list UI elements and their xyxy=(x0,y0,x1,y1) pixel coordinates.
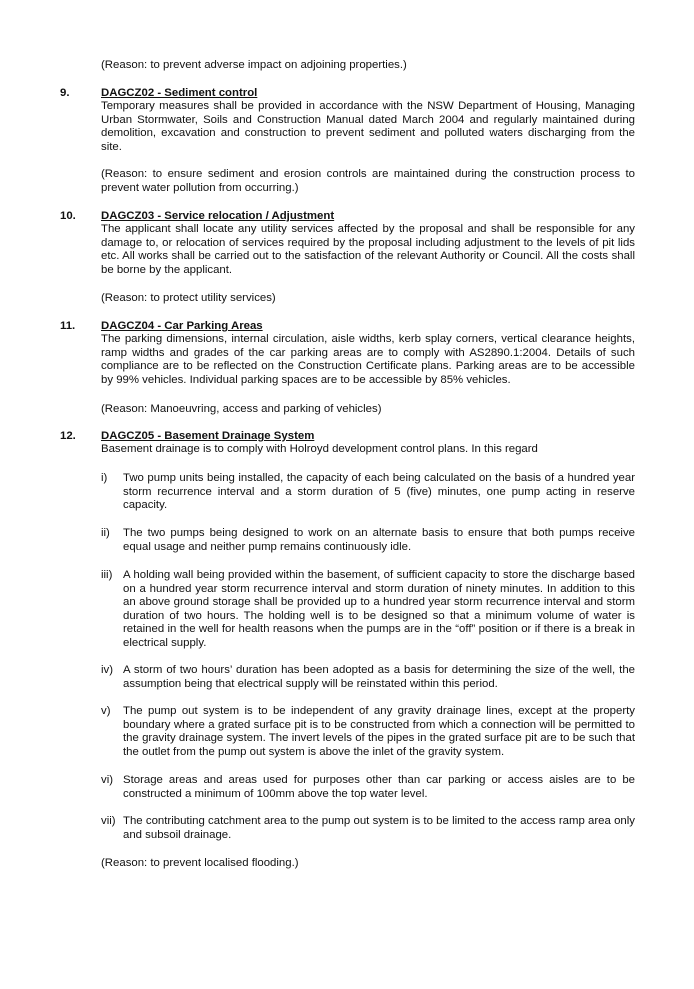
section-11-number: 11. xyxy=(60,320,76,332)
list-item-marker: v) xyxy=(101,705,111,717)
section-10-reason: (Reason: to protect utility services) xyxy=(101,292,276,304)
list-item-text: A storm of two hours’ duration has been adopted as a basis for determining the size of the well, the assumption being that electrical supply will be reinstated within this period. xyxy=(123,664,635,690)
list-item-marker: ii) xyxy=(101,527,110,539)
section-12-heading: DAGCZ05 - Basement Drainage System xyxy=(101,430,315,442)
section-10-body: The applicant shall locate any utility services affected by the proposal and shall be responsible for any damage to, or relocation of services required by the proposal including adjustment to the levels of pit lids etc. All works shall be carried out to the satisfaction of the relevant Authority or Council. All the costs shall be borne by the applicant. xyxy=(101,223,635,276)
list-item-marker: vi) xyxy=(101,774,114,786)
list-item-text: The contributing catchment area to the pump out system is to be limited to the access ramp area only and subsoil drainage. xyxy=(123,815,635,841)
section-10-heading: DAGCZ03 - Service relocation / Adjustment xyxy=(101,210,335,222)
section-9-heading: DAGCZ02 - Sediment control xyxy=(101,87,258,99)
list-item-text: Two pump units being installed, the capacity of each being calculated on the basis of a hundred year storm recurrence interval and a storm duration of 5 (five) minutes, one pump acting in reserve capacity. xyxy=(123,472,635,512)
section-10-number: 10. xyxy=(60,210,76,222)
list-item-marker: iii) xyxy=(101,569,113,581)
section-12-number: 12. xyxy=(60,430,76,442)
section-11-reason: (Reason: Manoeuvring, access and parking of vehicles) xyxy=(101,403,382,415)
list-item-text: The pump out system is to be independent of any gravity drainage lines, except at the property boundary where a grated surface pit is to be constructed from which a connection will be permitted to the gravity drainage system. The invert levels of the pipes in the grated surface pit are to be such that the outlet from the pump out system is above the inlet of the gravity system. xyxy=(123,705,635,758)
section-9-body: Temporary measures shall be provided in accordance with the NSW Department of Housing, Managing Urban Stormwater, Soils and Construction Manual dated March 2004 and regularly maintained during demolition, excavation and construction to prevent sediment and polluted waters discharging from the site. xyxy=(101,100,635,153)
list-item-marker: vii) xyxy=(101,815,116,827)
list-item-text: Storage areas and areas used for purposes other than car parking or access aisles are to be constructed a minimum of 100mm above the top water level. xyxy=(123,774,635,800)
section-11-heading: DAGCZ04 - Car Parking Areas xyxy=(101,320,263,332)
section-9-number: 9. xyxy=(60,87,70,99)
list-item-marker: iv) xyxy=(101,664,114,676)
list-item-text: A holding wall being provided within the basement, of sufficient capacity to store the discharge based on a hundred year storm recurrence interval and storm duration of ninety minutes. In addition to this an above ground storage shall be provided up to a hundred year storm recurrence interval and storm duration of two hours. The holding well is to be designed so that a minimum volume of water is retained in the well for health reasons when the pumps are in the “off” position or if there is a break in electrical supply. xyxy=(123,569,635,649)
intro-reason: (Reason: to prevent adverse impact on adjoining properties.) xyxy=(101,59,407,71)
section-12-body: Basement drainage is to comply with Holroyd development control plans. In this regard xyxy=(101,443,538,455)
section-12-reason: (Reason: to prevent localised flooding.) xyxy=(101,857,299,869)
section-11-body: The parking dimensions, internal circulation, aisle widths, kerb splay corners, vertical clearance heights, ramp widths and grades of the car parking areas are to comply with AS2890.1:2004. Details of such compliance are to be reflected on the Construction Certificate plans. Parking areas are to be accessible by 99% vehicles. Individual parking spaces are to be accessible by 85% vehicles. xyxy=(101,333,635,386)
list-item-text: The two pumps being designed to work on an alternate basis to ensure that both pumps receive equal usage and neither pump remains continuously idle. xyxy=(123,527,635,553)
list-item-marker: i) xyxy=(101,472,108,484)
section-9-reason: (Reason: to ensure sediment and erosion controls are maintained during the construction process to prevent water pollution from occurring.) xyxy=(101,168,635,194)
